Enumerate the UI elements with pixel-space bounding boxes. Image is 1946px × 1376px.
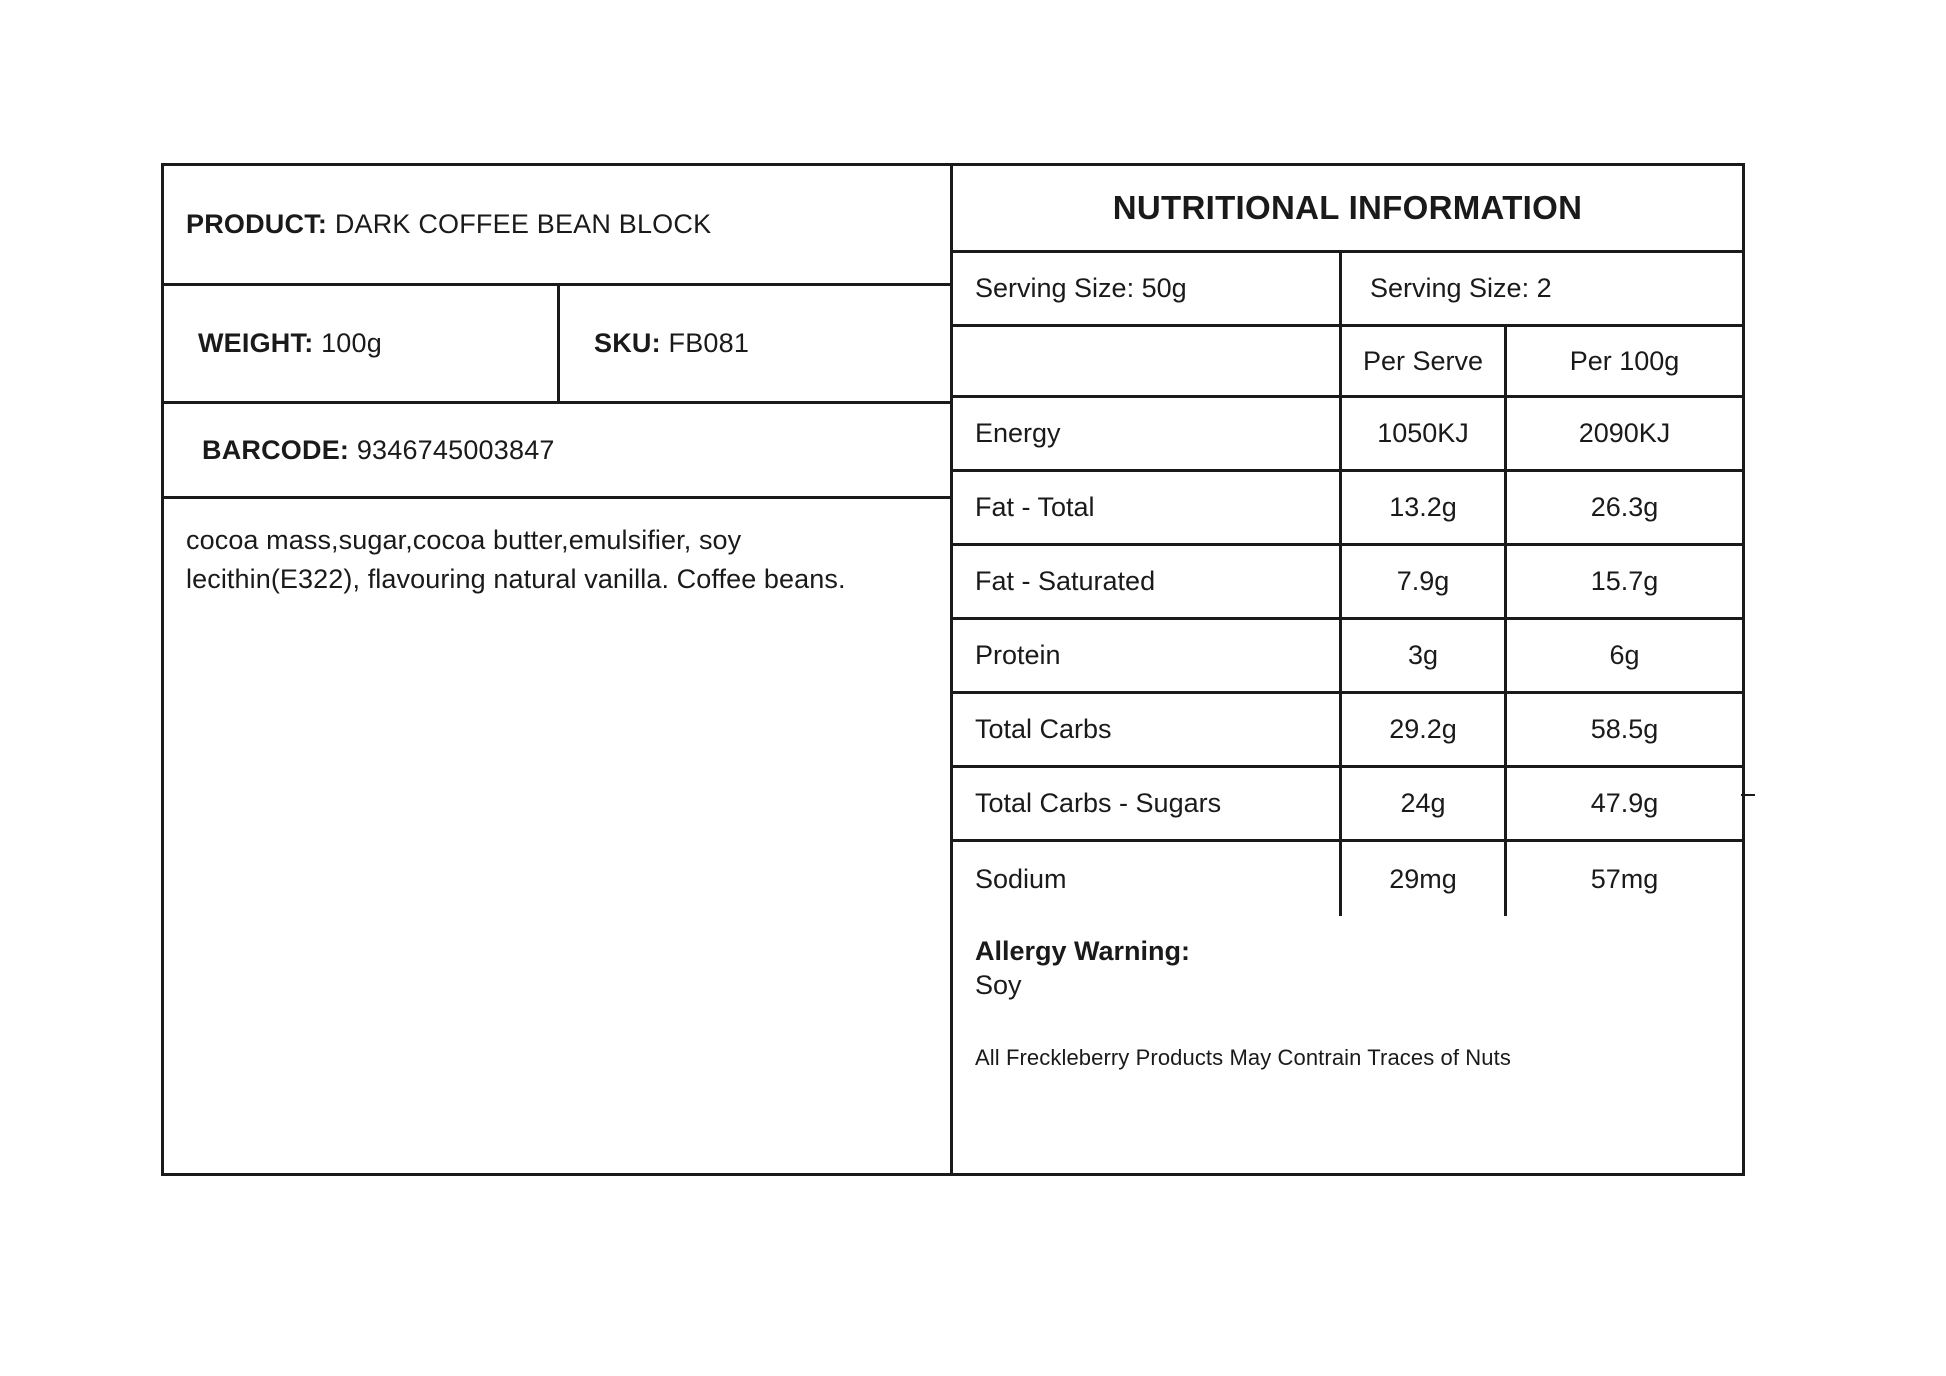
scan-artifact-mark: [1741, 794, 1755, 796]
allergy-traces-note: All Freckleberry Products May Contrain Traces of Nuts: [975, 1045, 1511, 1070]
product-row: [164, 166, 950, 286]
weight-sku-row: [164, 286, 950, 404]
nutrient-per-serve: 29.2g: [1342, 694, 1507, 765]
nutrient-name: Total Carbs - Sugars: [953, 768, 1342, 839]
nutrient-per-serve: 7.9g: [1342, 546, 1507, 617]
nutrient-per-100g: 57mg: [1590, 863, 1659, 894]
allergy-warning-section: [953, 916, 1742, 1173]
nutrient-name: Energy: [953, 398, 1342, 469]
sku-value: FB081: [668, 328, 750, 358]
product-field: [186, 209, 711, 240]
product-details-panel: [161, 163, 950, 1176]
column-header-per-serve: Per Serve: [1342, 327, 1507, 395]
nutrient-per-serve: 13.2g: [1342, 472, 1507, 543]
table-row: [953, 546, 1742, 620]
nutrient-name: Fat - Total: [953, 472, 1342, 543]
column-header-blank: [953, 327, 1342, 395]
nutrient-per-100g: 6g: [1609, 640, 1640, 670]
allergy-warning-title: Allergy Warning:: [975, 936, 1191, 966]
barcode-field: [202, 435, 555, 466]
table-row: [953, 398, 1742, 472]
nutrient-name: Protein: [953, 620, 1342, 691]
label-sheet: [161, 163, 1745, 1176]
table-row: [953, 472, 1742, 546]
product-name: DARK COFFEE BEAN BLOCK: [334, 209, 712, 239]
serving-size-row: [953, 253, 1742, 327]
table-row: [953, 620, 1742, 694]
nutrient-name: Fat - Saturated: [953, 546, 1342, 617]
nutrient-per-serve: 29mg: [1342, 842, 1507, 916]
nutrient-per-100g: 26.3g: [1590, 492, 1659, 522]
product-label: PRODUCT:: [186, 209, 328, 239]
allergy-warning-value: Soy: [975, 970, 1022, 1000]
barcode-row: [164, 404, 950, 499]
nutrient-per-100g: 15.7g: [1590, 566, 1659, 596]
nutrient-per-100g: 2090KJ: [1578, 418, 1671, 448]
weight-label: WEIGHT:: [198, 328, 314, 358]
nutrient-per-100g: 58.5g: [1590, 714, 1659, 744]
weight-cell: [164, 286, 560, 401]
table-row: [953, 842, 1742, 916]
nutritional-information-title: NUTRITIONAL INFORMATION: [953, 166, 1742, 253]
sku-label: SKU:: [594, 328, 661, 358]
servings-per-pack-value: Serving Size: 2: [1370, 273, 1552, 303]
sku-field: [594, 328, 749, 359]
ingredients-row: [164, 499, 950, 1173]
table-row: [953, 768, 1742, 842]
nutrient-per-100g: 47.9g: [1590, 788, 1659, 818]
ingredients-text: cocoa mass,sugar,cocoa butter,emulsifier, soy lecithin(E322), flavouring natural vanilla. Coffee beans.: [186, 525, 846, 594]
sku-cell: [560, 286, 950, 401]
weight-field: [198, 328, 382, 359]
nutrient-per-serve: 24g: [1342, 768, 1507, 839]
serving-size-value: Serving Size: 50g: [953, 253, 1342, 324]
nutrient-per-serve: 3g: [1342, 620, 1507, 691]
nutrition-table: [953, 253, 1742, 916]
column-header-per-100g: Per 100g: [1569, 345, 1680, 376]
barcode-value: 9346745003847: [356, 434, 555, 465]
table-row: [953, 694, 1742, 768]
nutrient-per-serve: 1050KJ: [1342, 398, 1507, 469]
weight-value: 100g: [321, 328, 382, 358]
table-header-row: [953, 327, 1742, 398]
nutrient-name: Total Carbs: [953, 694, 1342, 765]
nutrient-name: Sodium: [953, 842, 1342, 916]
nutritional-information-panel: [950, 163, 1745, 1176]
barcode-label: BARCODE:: [202, 434, 350, 465]
